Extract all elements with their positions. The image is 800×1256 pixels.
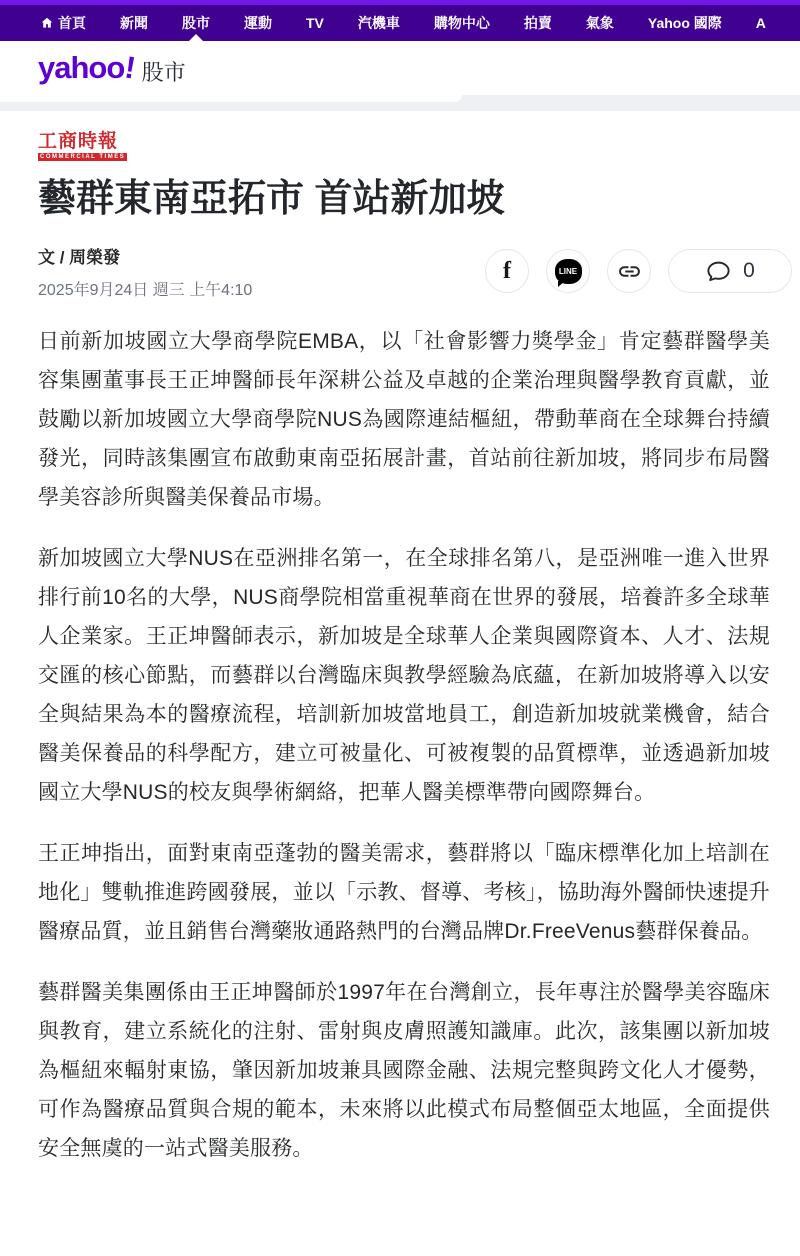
nav-item-tv[interactable] [306,5,324,41]
article [0,111,800,1168]
yahoo-logo-bang: ! [122,49,138,86]
nav-item-label: 首頁 [58,15,86,31]
byline-block [38,243,252,300]
nav-item-label: Yahoo 國際 [647,15,722,31]
top-navigation [0,5,800,41]
facebook-share-button[interactable] [485,249,529,293]
source-subtitle: COMMERCIAL TIMES [40,154,126,160]
nav-item-label: 購物中心 [433,15,490,31]
header-separator [0,95,800,111]
home-icon [40,16,54,30]
nav-item-yahoo-intl[interactable] [648,5,722,41]
paragraph: 新加坡國立大學NUS在亞洲排名第一，在全球排名第八，是亞洲唯一進入世界排行前10名的大學，NUS商學院相當重視華商在世界的發展，培養許多全球華人企業家。王正坤醫師表示，新加坡是全球華人企業與國際資本、人才、法規交匯的核心節點，而藝群以台灣臨床與教學經驗為底蘊，在新加坡將導入以安全與結果為本的醫療流程，培訓新加坡當地員工，創造新加坡就業機會，結合醫美保養品的科學配方，建立可被量化、可被複製的品質標準，並透過新加坡國立大學NUS的校友與學術網絡，把華人醫美標準帶向國際舞台。 [38,546,770,804]
nav-item-label: 新聞 [120,15,148,31]
paragraph: 藝群醫美集團係由王正坤醫師於1997年在台灣創立，長年專注於醫學美容臨床與教育，建立系統化的注射、雷射與皮膚照護知識庫。此次，該集團以新加坡為樞紐來輻射東協，肇因新加坡兼具國際金融、法規完整與跨文化人才優勢，可作為醫療品質與合規的範本，未來將以此模式布局整個亞太地區，全面提供安全無虞的一站式醫美服務。 [38,980,770,1160]
nav-item-home[interactable] [40,5,86,41]
yahoo-logo-text: yahoo [38,50,125,85]
share-row [485,249,792,293]
link-icon [617,259,642,284]
nav-item-stocks[interactable] [182,5,210,41]
masthead [0,41,800,95]
comment-bubble-icon [705,258,732,285]
line-icon: LINE [555,259,582,284]
line-share-button[interactable] [546,249,590,293]
nav-item-label: 氣象 [585,15,614,31]
facebook-icon: f [503,258,511,285]
nav-item-label: A [755,15,766,31]
nav-item-label: TV [306,15,324,31]
copy-link-button[interactable] [607,249,651,293]
nav-item-shopping[interactable] [434,5,490,41]
publish-datetime: 2025年9月24日 週三 上午4:10 [38,281,253,299]
nav-item-auction[interactable] [524,5,552,41]
article-title: 藝群東南亞拓市 首站新加坡 [38,178,505,220]
section-label: 股市 [141,59,186,85]
nav-item-label: 股市 [182,15,210,31]
nav-item-autos[interactable] [358,5,400,41]
nav-item-label: 運動 [244,15,272,31]
source-name: 工商時報 [38,130,119,152]
article-meta-row [38,243,770,300]
nav-item-sports[interactable] [244,5,272,41]
nav-item-weather[interactable] [586,5,614,41]
source-logo[interactable] [38,131,127,161]
nav-item-label: 汽機車 [357,15,400,31]
comments-button[interactable] [668,249,792,293]
nav-item-news[interactable] [120,5,148,41]
nav-item-overflow[interactable] [756,5,766,41]
header-rounded-corner [0,95,462,102]
byline: 文 / 周榮發 [38,247,121,267]
paragraph: 王正坤指出，面對東南亞蓬勃的醫美需求，藝群將以「臨床標準化加上培訓在地化」雙軌推進跨國發展，並以「示教、督導、考核」，協助海外醫師快速提升醫療品質，並且銷售台灣藥妝通路熱門的台灣品牌Dr.FreeVenus藝群保養品。 [38,841,770,943]
yahoo-logo[interactable] [38,49,138,86]
nav-item-label: 拍賣 [523,15,552,31]
paragraph: 日前新加坡國立大學商學院EMBA，以「社會影響力獎學金」肯定藝群醫學美容集團董事長王正坤醫師長年深耕公益及卓越的企業治理與醫學教育貢獻，並鼓勵以新加坡國立大學商學院NUS為國際連結樞紐，帶動華商在全球舞台持續發光，同時該集團宣布啟動東南亞拓展計畫，首站前往新加坡，將同步布局醫學美容診所與醫美保養品市場。 [38,329,770,509]
comment-count: 0 [743,259,755,283]
article-body [38,322,770,1168]
